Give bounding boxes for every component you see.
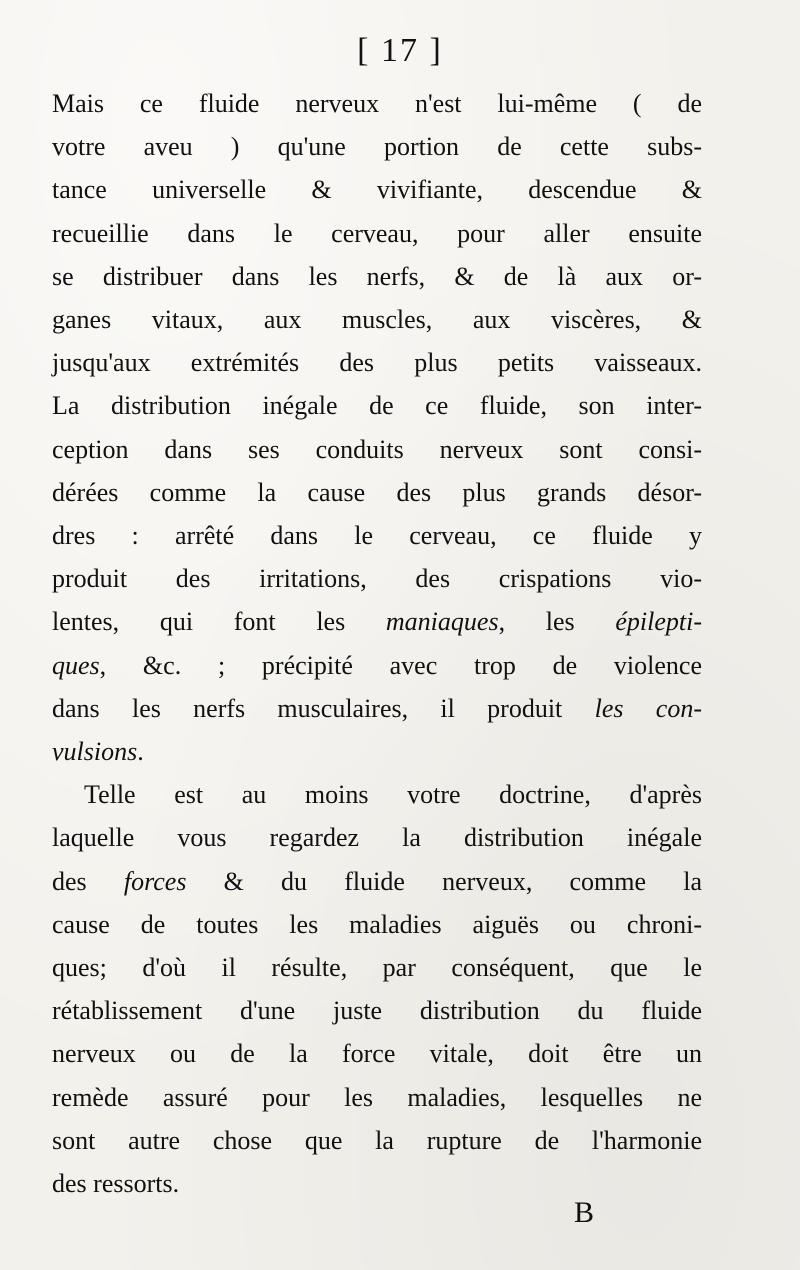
text-line: laquelle vous regardez la distribution inégale (52, 823, 702, 853)
text-line: des ressorts. (52, 1169, 180, 1199)
text-line: Telle est au moins votre doctrine, d'après (84, 780, 702, 810)
text-line: nerveux ou de la force vitale, doit être un (52, 1039, 702, 1069)
italic-term: épilepti- (615, 607, 702, 637)
page-number: [ 17 ] (357, 32, 443, 69)
text-line: cause de toutes les maladies aiguës ou chroni- (52, 909, 702, 939)
text-line: ganes vitaux, aux muscles, aux viscères, & (52, 305, 702, 335)
text-run: lentes, qui font les (52, 607, 386, 637)
text-run: & du fluide nerveux, comme la (186, 866, 702, 896)
text-line: remède assuré pour les maladies, lesquelles ne (52, 1082, 702, 1112)
text-line: sont autre chose que la rupture de l'harmonie (52, 1125, 702, 1155)
text-line (52, 644, 702, 687)
text-line: ques; d'où il résulte, par conséquent, que le (52, 953, 702, 983)
text-run: des (52, 866, 124, 896)
text-run: . (137, 737, 144, 767)
italic-term: ques (52, 650, 100, 680)
text-line: tance universelle & vivifiante, descendue & (52, 175, 702, 205)
text-line (52, 600, 702, 643)
text-line: La distribution inégale de ce fluide, son inter- (52, 391, 702, 421)
text-line (52, 730, 702, 773)
paragraph-2 (52, 773, 702, 1205)
italic-term: vulsions (52, 737, 138, 767)
text-run: dans les nerfs musculaires, il produit (52, 693, 595, 723)
text-run: , les (498, 607, 616, 637)
text-run: , &c. ; précipité avec trop de violence (99, 650, 702, 680)
text-line: rétablissement d'une juste distribution du fluide (52, 996, 702, 1026)
italic-term: les con- (594, 693, 702, 723)
text-line: ception dans ses conduits nerveux sont consi- (52, 434, 702, 464)
text-line (52, 687, 702, 730)
signature-mark: B (574, 1196, 595, 1229)
text-line: recueillie dans le cerveau, pour aller ensuite (52, 218, 702, 248)
text-line: produit des irritations, des crispations vio- (52, 564, 702, 594)
text-line: Mais ce fluide nerveux n'est lui-même ( de (52, 89, 702, 118)
text-line: jusqu'aux extrémités des plus petits vaisseaux. (52, 348, 702, 378)
body-text (52, 82, 702, 1205)
italic-term: forces (123, 866, 187, 896)
text-line: dérées comme la cause des plus grands désor- (52, 477, 702, 507)
text-line (52, 860, 702, 903)
paragraph-1 (52, 82, 702, 773)
text-line: se distribuer dans les nerfs, & de là aux or- (52, 261, 702, 291)
text-line: dres : arrêté dans le cerveau, ce fluide y (52, 521, 702, 551)
text-line: votre aveu ) qu'une portion de cette subs- (52, 132, 702, 162)
italic-term: maniaques (385, 607, 499, 637)
